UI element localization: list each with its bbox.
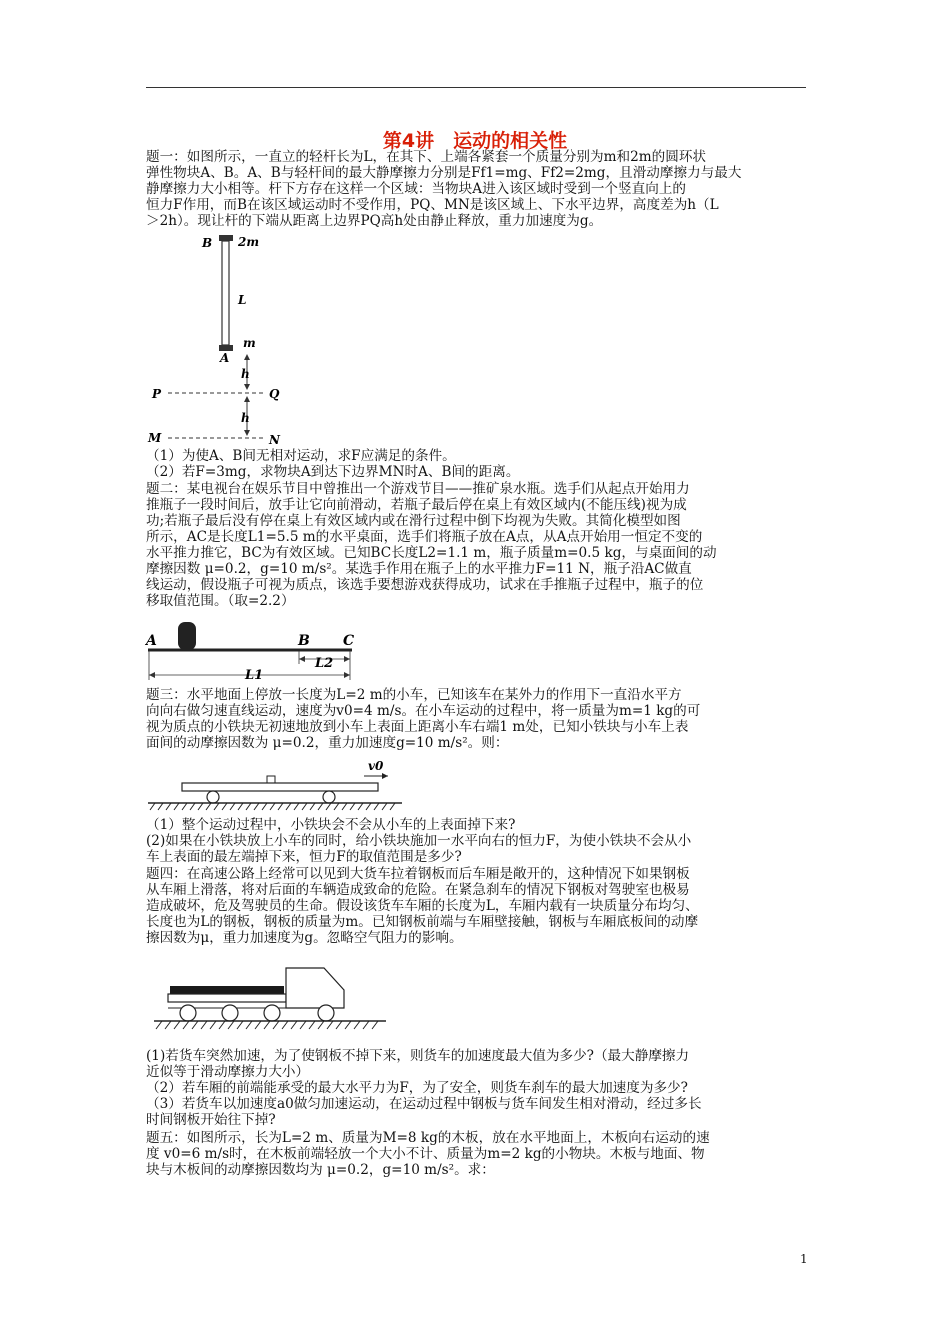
rod-diagram [140, 232, 300, 450]
truck-wheel [222, 1005, 238, 1021]
bottle [178, 622, 196, 650]
q3-sub: 车上表面的最左端掉下来，恒力F的取值范围是多少? [146, 849, 462, 865]
label-a: A [146, 633, 157, 649]
question-4-text [146, 866, 810, 946]
q2-line: 移取值范围。（取=2.2） [146, 593, 295, 609]
truck-wheel [318, 1005, 334, 1021]
q3-line: 题三：水平地面上停放一长度为L=2 m的小车，已知该车在某外力的作用下一直沿水平方 [146, 687, 682, 703]
label-p: P [152, 387, 162, 401]
q5-line: 块与木板间的动摩擦因数均为 μ=0.2，g=10 m/s²。求： [146, 1162, 495, 1178]
q2-line: 摩擦因数 μ=0.2，g=10 m/s²。某选手作用在瓶子上的水平推力F=11 N，瓶子沿AC做直 [146, 561, 692, 577]
question-2-text [146, 481, 810, 609]
question-3-text [146, 687, 810, 751]
label-q: Q [269, 387, 280, 401]
bottle-table-diagram [140, 618, 370, 686]
q2-line: 推瓶子一段时间后，放手让它向前滑动，若瓶子最后停在桌上有效区域内(不能压线)视为成 [146, 497, 687, 513]
q3-line: 面间的动摩擦因数为 μ=0.2，重力加速度g=10 m/s²。则： [146, 735, 509, 751]
q4-line: 题四：在高速公路上经常可以见到大货车拉着钢板而后车厢是敞开的，这种情况下如果钢板 [146, 866, 690, 882]
q3-line: 视为质点的小铁块无初速地放到小车上表面上距离小车右端1 m处，已知小铁块与小车上表 [146, 719, 689, 735]
label-h1: h [241, 367, 250, 381]
truck-wheel [180, 1005, 196, 1021]
q5-line: 度 v0=6 m/s时，在木板前端轻放一个大小不计、质量为m=2 kg的小物块。木板与地面、物 [146, 1146, 705, 1162]
q4-line: 擦因数为μ，重力加速度为g。忽略空气阻力的影响。 [146, 930, 463, 946]
q2-line: 功;若瓶子最后没有停在桌上有效区域内或在滑行过程中倒下均视为失败。其简化模型如图 [146, 513, 681, 529]
q4-line: 长度也为L的钢板，钢板的质量为m。已知钢板前端与车厢壁接触，钢板与车厢底板间的动摩 [146, 914, 699, 930]
q1-line: 静摩擦力大小相等。杆下方存在这样一个区域：当物块A进入该区域时受到一个竖直向上的 [146, 181, 686, 197]
rod [222, 241, 229, 345]
question-4-subquestions [146, 1048, 810, 1128]
cart-diagram [146, 752, 406, 814]
label-l: L [238, 293, 247, 307]
q1-line: 弹性物块A、B。A、B与轻杆间的最大静摩擦力分别是Ff1=mg、Ff2=2mg，且滑动摩擦力与最大 [146, 165, 742, 181]
q4-sub: (1)若货车突然加速，为了使钢板不掉下来，则货车的加速度最大值为多少?（最大静摩擦力 [146, 1048, 690, 1064]
cart-wheel [207, 791, 219, 803]
label-a: A [220, 351, 230, 365]
q4-sub: （3）若货车以加速度a0做匀加速运动，在运动过程中钢板与货车间发生相对滑动，经过多长 [146, 1096, 702, 1112]
q4-sub: 近似等于滑动摩擦力大小） [146, 1064, 310, 1080]
q1-line: ＞2h）。现让杆的下端从距离上边界PQ高h处由静止释放，重力加速度为g。 [146, 213, 603, 229]
steel-plate [170, 986, 284, 994]
q3-sub: (2)如果在小铁块放上小车的同时，给小铁块施加一水平向右的恒力F，为使小铁块不会从小 [146, 833, 692, 849]
label-b: B [298, 633, 310, 649]
truck-bed [168, 994, 286, 1002]
q3-sub: （1）整个运动过程中，小铁块会不会从小车的上表面掉下来? [146, 817, 516, 833]
question-1-subquestions [146, 448, 810, 480]
q5-line: 题五：如图所示，长为L=2 m、质量为M=8 kg的木板，放在水平地面上，木板向右运动的速 [146, 1130, 710, 1146]
q3-line: 向向右做匀速直线运动，速度为v0=4 m/s。在小车运动的过程中，将一质量为m=1 kg的可 [146, 703, 701, 719]
q2-line: 所示，AC是长度L1=5.5 m的水平桌面，选手们将瓶子放在A点，从A点开始用一恒定不变的 [146, 529, 703, 545]
label-m: m [243, 336, 256, 350]
label-c: C [343, 633, 355, 649]
label-h2: h [241, 411, 250, 425]
truck-diagram [146, 960, 396, 1040]
label-l1: L1 [245, 668, 264, 683]
q4-sub: （2）若车厢的前端能承受的最大水平力为F，为了安全，则货车刹车的最大加速度为多少? [146, 1080, 688, 1096]
label-2m: 2m [238, 235, 260, 249]
block-b [219, 235, 233, 241]
question-1-text [146, 149, 810, 229]
label-b: B [202, 236, 213, 250]
cart-wheel [323, 791, 335, 803]
page-number: 1 [800, 1252, 808, 1266]
q1-sub: （2）若F=3mg，求物块A到达下边界MN时A、B间的距离。 [146, 464, 520, 480]
question-5-text [146, 1130, 810, 1178]
header-rule [146, 87, 806, 88]
label-v0: v0 [368, 759, 384, 773]
q2-line: 题二：某电视台在娱乐节目中曾推出一个游戏节目——推矿泉水瓶。选手们从起点开始用力 [146, 481, 690, 497]
page-title: 第4讲 运动的相关性 [382, 130, 568, 152]
label-m-boundary: M [148, 431, 162, 445]
q4-sub: 时间钢板开始往下掉? [146, 1112, 276, 1128]
cart-board [182, 783, 378, 791]
q2-line: 线运动，假设瓶子可视为质点，该选手要想游戏获得成功，试求在手推瓶子过程中，瓶子的位 [146, 577, 704, 593]
q1-sub: （1）为使A、B间无相对运动，求F应满足的条件。 [146, 448, 456, 464]
truck-wheel [264, 1005, 280, 1021]
iron-block [267, 776, 275, 783]
label-l2: L2 [315, 656, 334, 671]
q4-line: 造成破坏，危及驾驶员的生命。假设该货车车厢的长度为L，车厢内载有一块质量分布均匀、 [146, 898, 699, 914]
truck-cab [286, 968, 344, 1008]
q1-line: 恒力F作用，而B在该区域运动时不受作用，PQ、MN是该区域上、下水平边界，高度差为h（L [146, 197, 719, 213]
q1-line: 题一：如图所示，一直立的轻杆长为L，在其下、上端各紧套一个质量分别为m和2m的圆环状 [146, 149, 707, 165]
label-n: N [269, 433, 280, 447]
question-3-subquestions [146, 817, 810, 865]
q2-line: 水平推力推它，BC为有效区域。已知BC长度L2=1.1 m，瓶子质量m=0.5 kg，与桌面间的动 [146, 545, 717, 561]
q4-line: 从车厢上滑落，将对后面的车辆造成致命的危险。在紧急刹车的情况下钢板对驾驶室也极易 [146, 882, 690, 898]
